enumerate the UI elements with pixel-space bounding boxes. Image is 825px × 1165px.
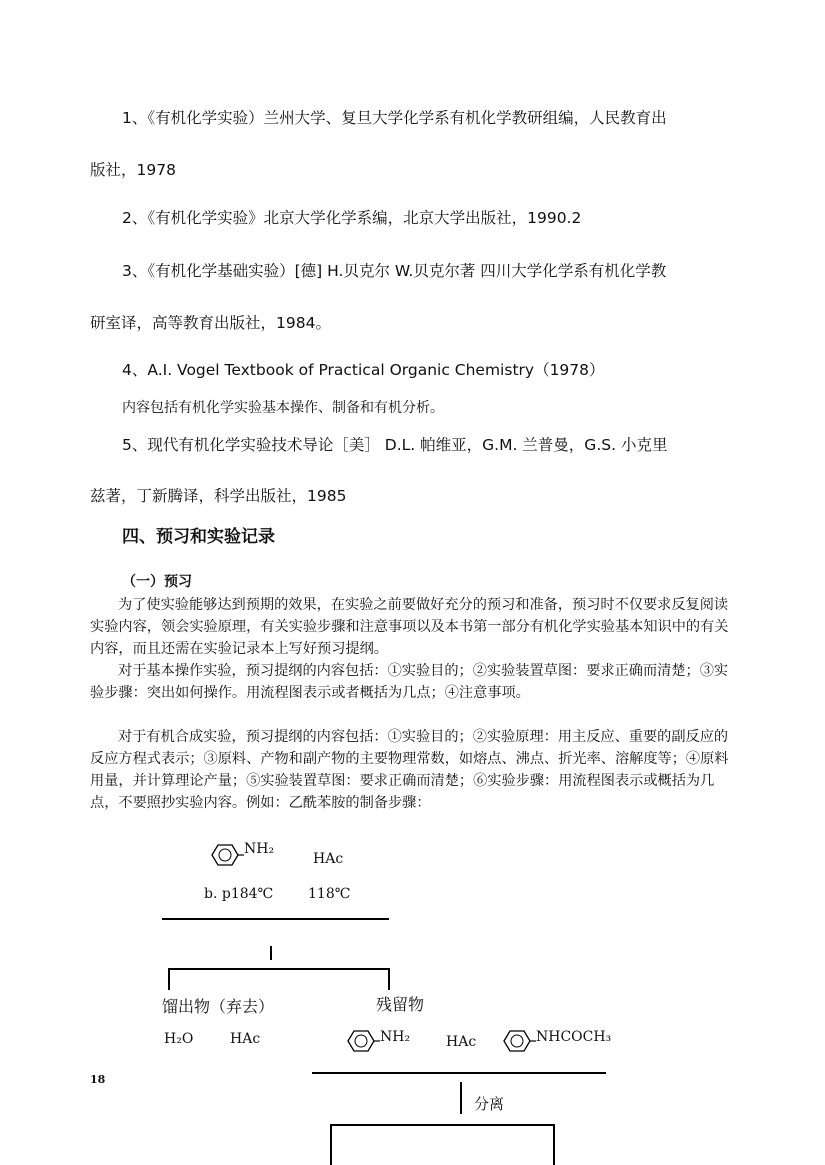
reference-3-line2: 研室译，高等教育出版社，1984。 xyxy=(90,314,331,332)
hac-boiling-point: 118℃ xyxy=(308,886,351,902)
page-number: 18 xyxy=(90,1073,106,1086)
flow-left-leg xyxy=(168,968,170,990)
aniline-structure xyxy=(206,842,274,873)
residue-label: 残留物 xyxy=(376,995,425,1014)
nh2-label: NH₂ xyxy=(244,841,275,857)
residue-nh2-label: NH₂ xyxy=(380,1029,411,1045)
paragraph-basic-operation: 对于基本操作实验，预习提纲的内容包括：①实验目的；②实验装置草图：要求正确而清楚；③实验步骤：突出如何操作。用流程图表示或者概括为几点；④注意事项。 xyxy=(90,663,729,701)
flow-center-tick xyxy=(270,946,272,960)
paragraph-preview-intro: 为了使实验能够达到预期的效果，在实验之前要做好充分的预习和准备，预习时不仅要求反复阅读实验内容，领会实验原理，有关实验步骤和注意事项以及本书第一部分有机化学实验基本知识中的有关内容，而且还需在实验记录本上写好预习提纲。 xyxy=(90,597,729,657)
benzene-ring-icon xyxy=(206,842,244,868)
aniline-boiling-point: b. p184℃ xyxy=(204,886,274,902)
flow-residue-line xyxy=(312,1072,606,1074)
flow-separate-right-leg xyxy=(553,1124,555,1165)
benzene-ring-icon xyxy=(342,1028,380,1054)
flow-separate-branch xyxy=(330,1124,554,1126)
distillate-label: 馏出物（弃去） xyxy=(162,997,275,1016)
reference-1-line1: 1、《有机化学实验）兰州大学、复旦大学化学系有机化学教研组编，人民教育出 xyxy=(122,109,667,127)
flow-separate-stem xyxy=(460,1082,462,1114)
sub-heading: （一）预习 xyxy=(122,574,192,590)
flow-branch-line xyxy=(168,968,389,970)
hac-label: HAc xyxy=(313,851,344,867)
reference-5-line1: 5、现代有机化学实验技术导论［美］ D.L. 帕维亚，G.M. 兰普曼，G.S. 小克里 xyxy=(122,436,668,454)
paragraph-synthesis: 对于有机合成实验，预习提纲的内容包括：①实验目的；②实验原理：用主反应、重要的副反应的反应方程式表示；③原料、产物和副产物的主要物理常数，如熔点、沸点、折光率、溶解度等；④原料用量，并计算理论产量；⑤实验装置草图：要求正确而清楚；⑥实验步骤：用流程图表示或概括为几点，不要照抄实验内容。例如：乙酰苯胺的制备步骤： xyxy=(90,729,729,811)
distillate-hac-label: HAc xyxy=(230,1031,261,1047)
reference-4: 4、A.I. Vogel Textbook of Practical Organic Chemistry（1978） xyxy=(122,361,605,379)
water-label: H₂O xyxy=(164,1031,194,1047)
acetanilide-structure xyxy=(498,1028,611,1059)
nhcoch3-label: NHCOCH₃ xyxy=(536,1029,612,1045)
residue-aniline-structure xyxy=(342,1028,410,1059)
section-heading: 四、预习和实验记录 xyxy=(122,527,275,547)
benzene-ring-icon xyxy=(498,1028,536,1054)
flow-right-leg xyxy=(388,968,390,990)
reference-4-note: 内容包括有机化学实验基本操作、制备和有机分析。 xyxy=(122,400,444,416)
reference-5-line2: 兹著，丁新腾译，科学出版社，1985 xyxy=(90,487,347,505)
separate-label: 分离 xyxy=(474,1095,505,1113)
reference-1-line2: 版社，1978 xyxy=(90,161,176,179)
reference-2: 2、《有机化学实验》北京大学化学系编，北京大学出版社，1990.2 xyxy=(122,209,582,227)
residue-hac-label: HAc xyxy=(446,1034,477,1050)
reference-3-line1: 3、《有机化学基础实验）[德] H.贝克尔 W.贝克尔著 四川大学化学系有机化学教 xyxy=(122,262,667,280)
flow-separate-left-leg xyxy=(330,1124,332,1165)
flow-top-line xyxy=(162,918,389,920)
